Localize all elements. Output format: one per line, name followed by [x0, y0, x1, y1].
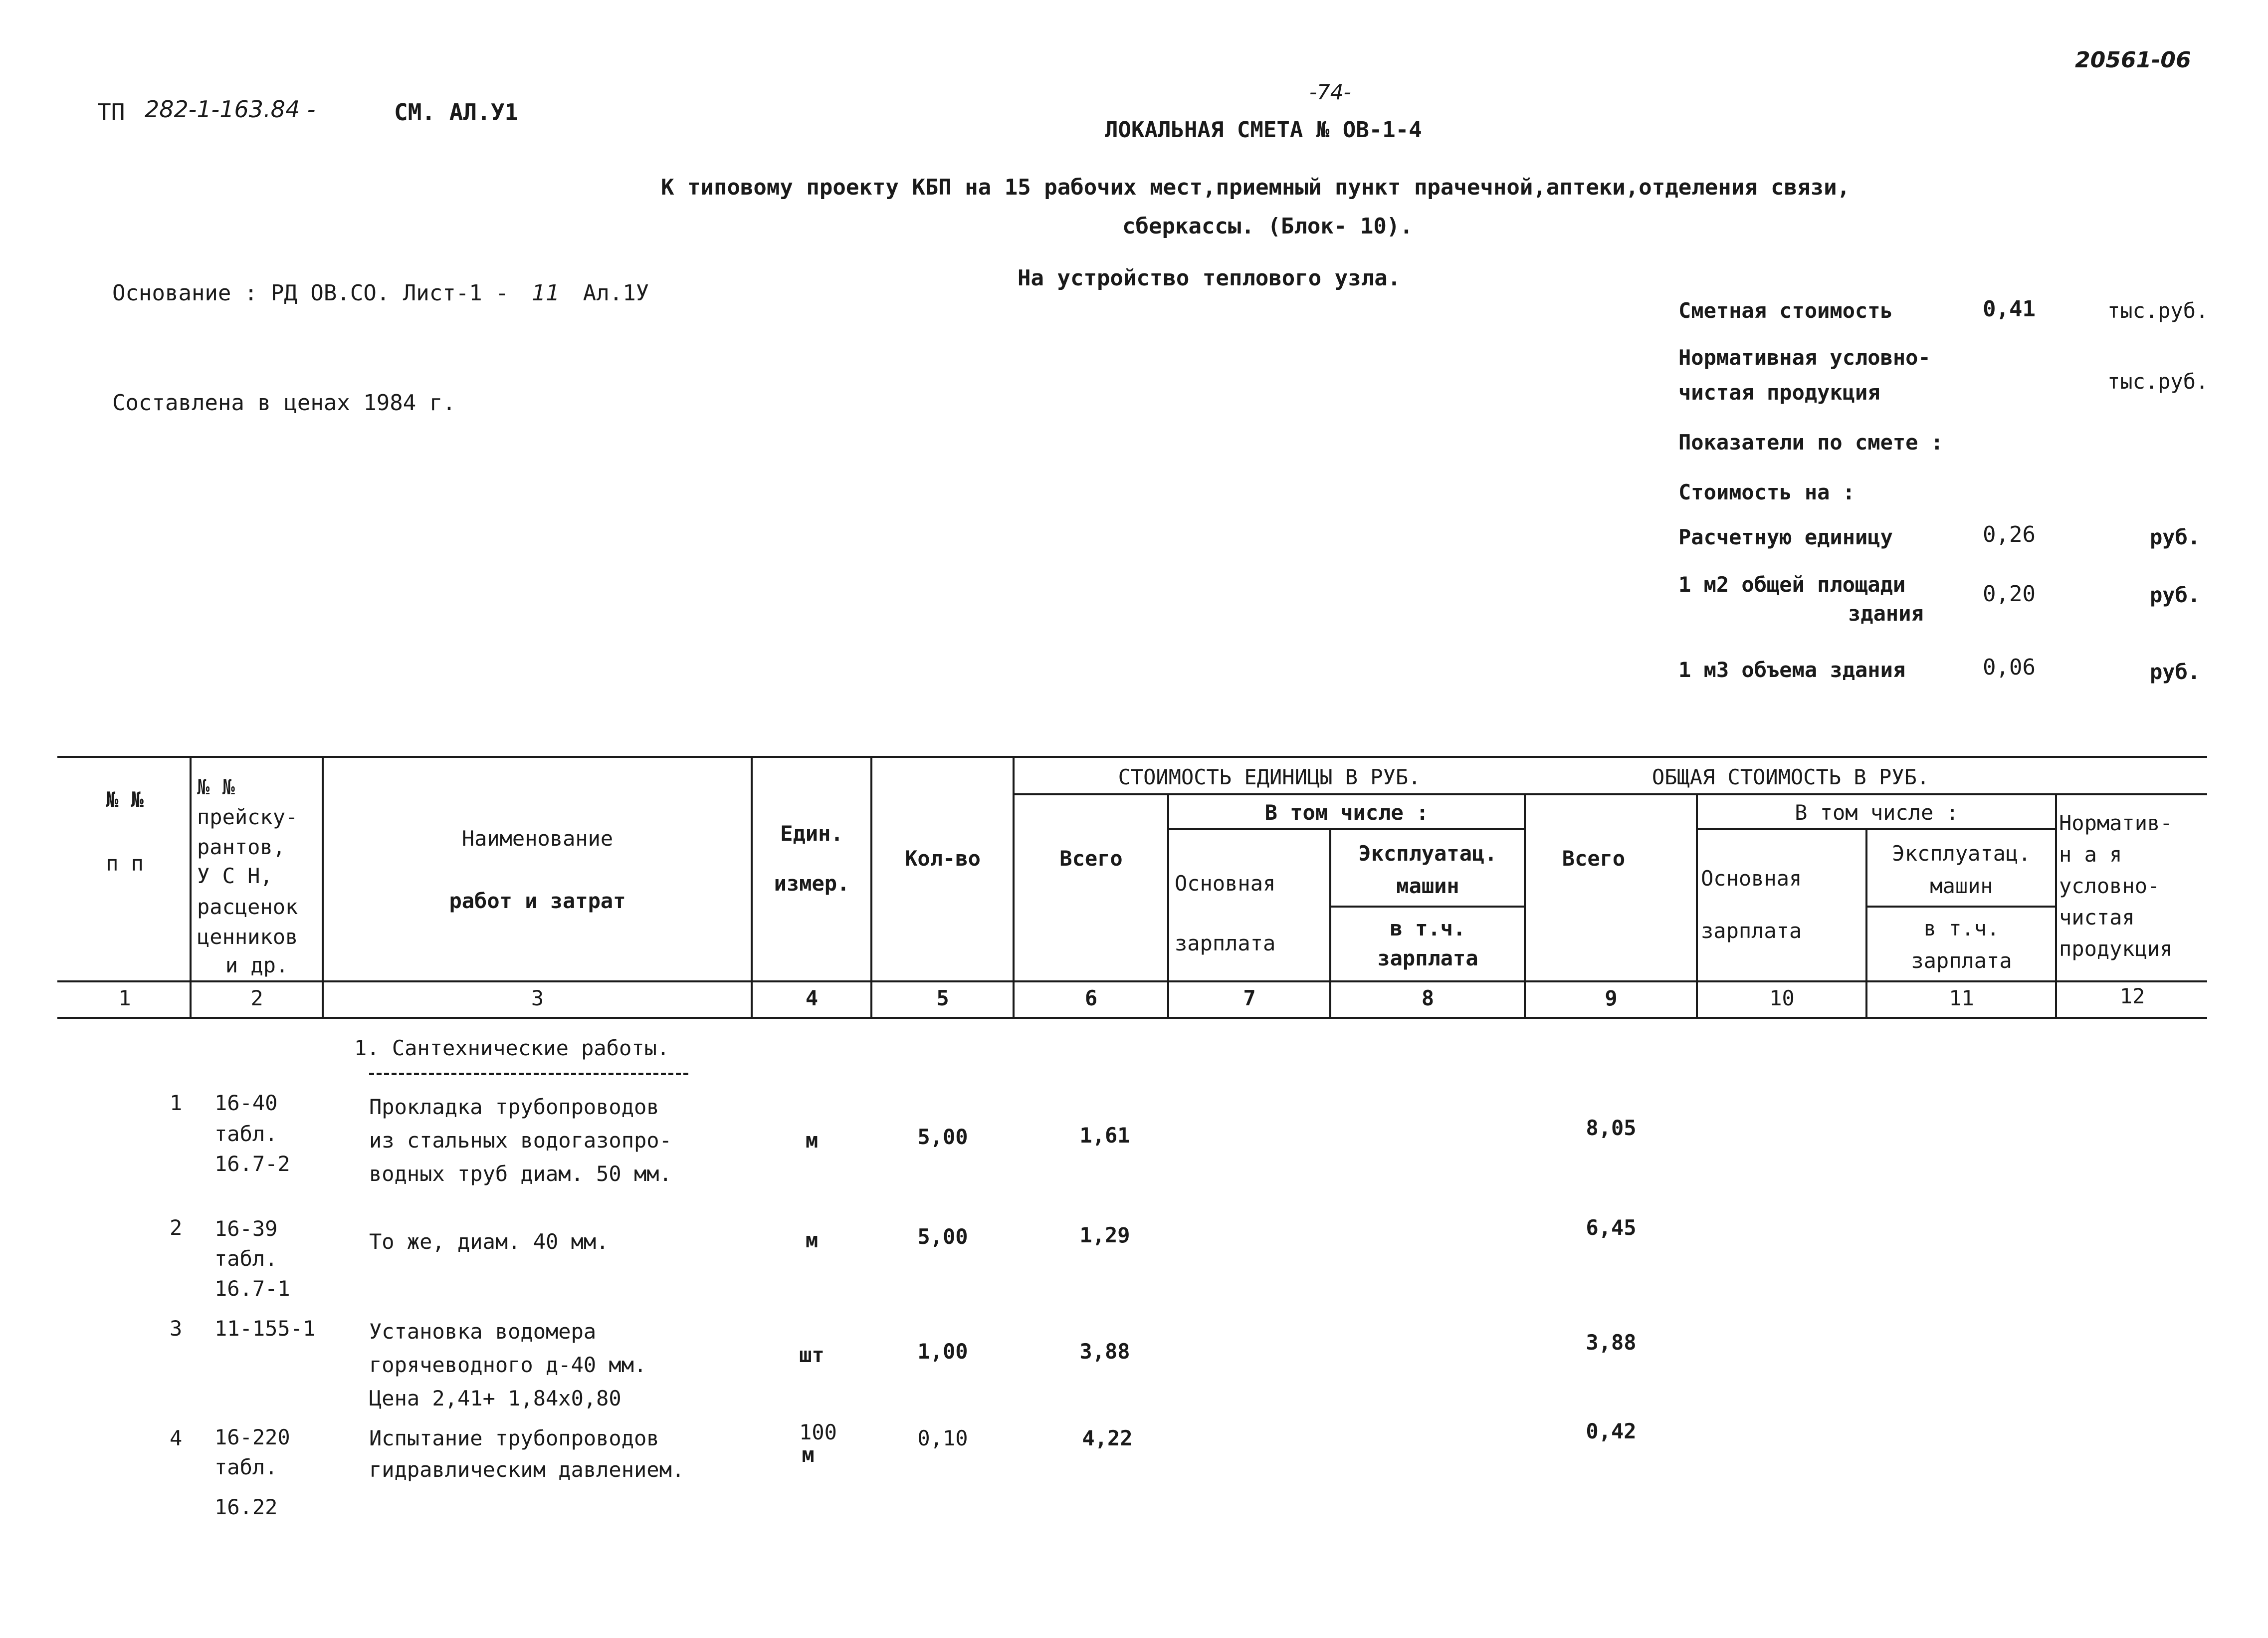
row-name-line: Установка водомера	[369, 1319, 597, 1344]
row-unit: шт	[799, 1343, 825, 1367]
row-code-line: 16-40	[214, 1091, 278, 1115]
col-divider-2	[322, 756, 324, 1017]
header-col6-total: Всего	[1059, 846, 1123, 871]
row-quantity: 5,00	[917, 1224, 968, 1249]
summary-volume-unit: руб.	[2150, 660, 2201, 684]
header-col3-line1: Наименование	[461, 826, 614, 851]
summary-unit-unit: руб.	[2150, 525, 2201, 549]
header-col8-wage-2: зарплата	[1377, 946, 1478, 970]
row-code-line: 16.7-2	[214, 1152, 290, 1176]
header-col7-line2: зарплата	[1175, 931, 1276, 955]
row-unit: м	[805, 1128, 819, 1153]
row-unit-price: 3,88	[1079, 1339, 1130, 1364]
summary-norm-label-1: Нормативная условно-	[1678, 345, 1931, 370]
header-total-cost-group: ОБЩАЯ СТОИМОСТЬ В РУБ.	[1651, 765, 1930, 789]
archive-stamp-number: 20561-06	[2075, 47, 2191, 73]
header-unit-cost-group: СТОИМОСТЬ ЕДИНИЦЫ В РУБ.	[1118, 765, 1421, 789]
row-number: 3	[170, 1316, 183, 1341]
summary-norm-label-2: чистая продукция	[1678, 380, 1880, 405]
col-divider-7	[1329, 828, 1331, 1017]
header-number-3: 3	[531, 986, 544, 1010]
row-code-line: табл.	[214, 1455, 278, 1479]
header-number-6: 6	[1084, 986, 1098, 1010]
row-quantity: 5,00	[917, 1125, 968, 1149]
header-col2-line1: № №	[197, 775, 235, 799]
basis-suffix: Ал.1У	[583, 280, 649, 306]
header-number-11: 11	[1949, 986, 1974, 1010]
row-name-line: Цена 2,41+ 1,84х0,80	[369, 1386, 621, 1410]
row-code-line: 16-220	[214, 1425, 290, 1449]
row-code-line: 16.7-1	[214, 1276, 290, 1301]
table-header-rule-incl	[1167, 828, 1524, 830]
col-divider-1	[190, 756, 192, 1017]
header-col11-machines-1: Эксплуатац.	[1892, 841, 2031, 866]
row-unit-price: 4,22	[1082, 1426, 1133, 1450]
header-number-10: 10	[1769, 986, 1795, 1010]
row-unit-price: 1,29	[1079, 1223, 1130, 1247]
table-header-rule-machines	[1329, 906, 1524, 908]
header-col12-line1: Норматив-	[2059, 811, 2173, 835]
document-subtitle-line2: сберкассы. (Блок- 10).	[1122, 214, 1413, 239]
col-divider-8	[1524, 793, 1526, 1017]
row-unit-sub: м	[802, 1442, 815, 1467]
table-header-rule-incl-2	[1696, 828, 2055, 830]
row-code-line: 16-39	[214, 1216, 278, 1241]
row-name-line: водных труб диам. 50 мм.	[369, 1162, 672, 1186]
col-divider-10	[1865, 828, 1867, 1017]
header-number-12: 12	[2119, 984, 2145, 1008]
header-col7-line1: Основная	[1175, 871, 1276, 896]
document-title: ЛОКАЛЬНАЯ СМЕТА № ОВ-1-4	[1105, 117, 1422, 143]
header-col5: Кол-во	[905, 846, 981, 871]
header-col12-line3: условно-	[2059, 874, 2160, 898]
header-col12-line4: чистая	[2059, 905, 2135, 930]
header-col2-line6: ценников	[197, 925, 298, 949]
header-col12-line5: продукция	[2059, 936, 2173, 961]
row-unit: 100	[799, 1420, 837, 1444]
row-code-line: 16.22	[214, 1495, 278, 1519]
header-number-4: 4	[805, 986, 819, 1010]
header-col2-line2: прейску-	[197, 805, 298, 829]
row-quantity: 0,10	[917, 1426, 968, 1450]
row-total: 6,45	[1586, 1215, 1637, 1240]
row-number: 2	[170, 1215, 183, 1240]
header-col3-line2: работ и затрат	[449, 889, 626, 913]
summary-area-unit: руб.	[2150, 583, 2201, 607]
row-name-line: горячеводного д-40 мм.	[369, 1353, 647, 1377]
summary-unit-label: Расчетную единицу	[1678, 525, 1893, 549]
header-col2-line5: расценок	[197, 895, 298, 919]
section-underline	[369, 1073, 688, 1075]
header-col11-machines-2: машин	[1930, 874, 1993, 898]
row-total: 8,05	[1586, 1116, 1637, 1140]
row-number: 4	[170, 1426, 183, 1450]
row-code-line: табл.	[214, 1246, 278, 1271]
summary-unit-value: 0,26	[1983, 522, 2036, 547]
table-header-bottom-rule	[57, 980, 2207, 982]
header-col11-wage-2: зарплата	[1911, 948, 2012, 973]
summary-volume-label: 1 м3 объема здания	[1678, 658, 1906, 682]
col-divider-4	[870, 756, 872, 1017]
header-number-5: 5	[936, 986, 949, 1010]
basis-sheet-handwritten: 11	[532, 280, 560, 306]
row-quantity: 1,00	[917, 1339, 968, 1364]
row-name-line: То же, диам. 40 мм.	[369, 1229, 609, 1254]
header-col9-total: Всего	[1562, 846, 1626, 871]
header-number-7: 7	[1243, 986, 1256, 1010]
header-number-2: 2	[250, 986, 263, 1010]
col-divider-3	[751, 756, 753, 1017]
row-code-line: 11-155-1	[214, 1316, 316, 1341]
header-col4-line1: Един.	[780, 821, 843, 846]
summary-cost-per-label: Стоимость на :	[1678, 480, 1856, 504]
row-name-line: Испытание трубопроводов	[369, 1426, 659, 1450]
document-subtitle-line1: К типовому проекту КБП на 15 рабочих мест,приемный пункт прачечной,аптеки,отделения связи,	[661, 175, 1851, 200]
prices-year-note: Составлена в ценах 1984 г.	[112, 390, 456, 416]
header-incl-unit: В том числе :	[1264, 800, 1429, 825]
summary-area-value: 0,20	[1983, 581, 2036, 607]
table-numbers-bottom-rule	[57, 1017, 2207, 1019]
col-divider-9	[1696, 793, 1698, 1017]
header-col4-line2: измер.	[774, 871, 850, 896]
header-col1-line1: № №	[106, 787, 144, 812]
summary-cost-value: 0,41	[1983, 296, 2036, 322]
section-title: 1. Сантехнические работы.	[354, 1036, 670, 1060]
header-incl-total: В том числе :	[1795, 800, 1959, 825]
row-total: 0,42	[1586, 1419, 1637, 1443]
row-unit: м	[805, 1228, 819, 1252]
page-number: -74-	[1309, 80, 1351, 104]
project-ref-number: 282-1-163.84 -	[145, 96, 316, 123]
basis-label: Основание : РД ОВ.СО. Лист-1 -	[112, 280, 509, 306]
col-divider-6	[1167, 793, 1169, 1017]
table-header-rule-machines-2	[1865, 906, 2055, 908]
header-col10-line2: зарплата	[1701, 919, 1802, 943]
summary-norm-unit: тыс.руб.	[2107, 369, 2209, 394]
project-ref-prefix: ТП	[97, 99, 125, 126]
row-unit-price: 1,61	[1079, 1123, 1130, 1148]
header-col1-line2: п п	[106, 851, 144, 876]
header-col11-wage-1: в т.ч.	[1923, 916, 2000, 940]
header-col2-line3: рантов,	[197, 835, 286, 859]
header-number-1: 1	[118, 986, 131, 1010]
summary-cost-label: Сметная стоимость	[1678, 298, 1893, 323]
row-name-line: Прокладка трубопроводов	[369, 1095, 659, 1119]
summary-volume-value: 0,06	[1983, 655, 2036, 680]
header-col8-machines-2: машин	[1396, 874, 1459, 898]
table-top-rule	[57, 756, 2207, 758]
header-col8-machines-1: Эксплуатац.	[1358, 841, 1497, 866]
header-number-9: 9	[1605, 986, 1618, 1010]
header-col10-line1: Основная	[1701, 866, 1802, 891]
header-number-8: 8	[1421, 986, 1435, 1010]
summary-area-label-2: здания	[1848, 601, 1924, 626]
basis-reference	[112, 280, 649, 306]
summary-cost-unit: тыс.руб.	[2107, 298, 2209, 323]
summary-area-label-1: 1 м2 общей площади	[1678, 572, 1906, 597]
summary-indicators-label: Показатели по смете :	[1678, 430, 1944, 455]
col-divider-11	[2055, 793, 2057, 1017]
document-purpose: На устройство теплового узла.	[1018, 265, 1401, 291]
header-col8-wage-1: в т.ч.	[1390, 916, 1466, 940]
row-code-line: табл.	[214, 1122, 278, 1146]
project-ref-sheet: СМ. АЛ.У1	[394, 99, 519, 126]
header-col2-line7: и др.	[225, 953, 289, 977]
row-total: 3,88	[1586, 1330, 1637, 1355]
header-col12-line2: н а я	[2059, 842, 2122, 867]
row-name-line: гидравлическим давлением.	[369, 1457, 685, 1482]
table-header-rule-group	[1013, 793, 2207, 795]
row-number: 1	[170, 1091, 183, 1115]
header-col2-line4: У С Н,	[197, 864, 273, 888]
row-name-line: из стальных водогазопро-	[369, 1128, 672, 1153]
col-divider-5	[1013, 756, 1015, 1017]
